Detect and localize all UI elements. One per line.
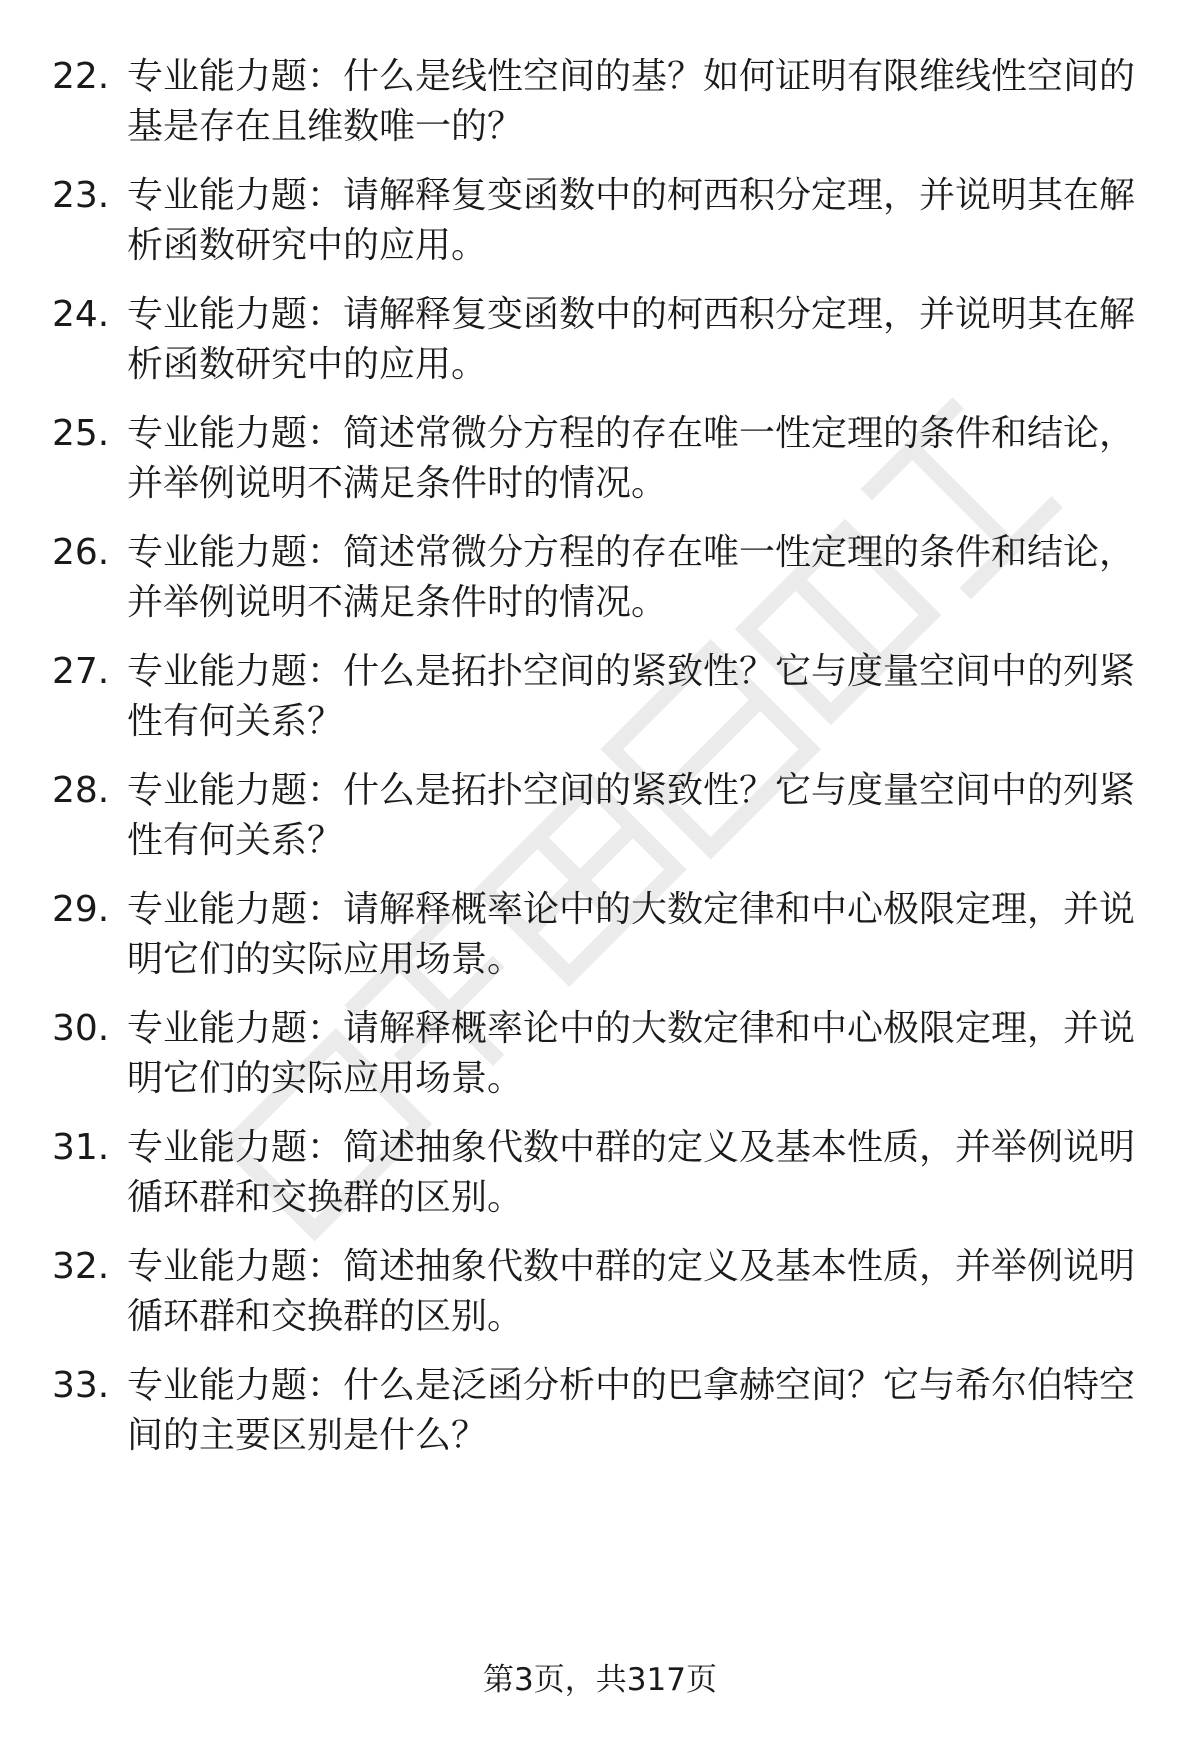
question-number: 25.	[52, 413, 110, 454]
question-text	[127, 1004, 1136, 1104]
question-text	[127, 1361, 1136, 1461]
question-text	[127, 1123, 1136, 1223]
question-text	[127, 885, 1136, 985]
question-text	[127, 766, 1136, 866]
question-text-line: 性有何关系？	[127, 820, 344, 861]
question-text-line: 专业能力题：请解释概率论中的大数定律和中心极限定理，并说	[127, 889, 1136, 930]
question-number: 24.	[52, 294, 110, 335]
question-number: 30.	[52, 1008, 110, 1049]
question-number: 33.	[52, 1365, 110, 1406]
question-text-line: 循环群和交换群的区别。	[127, 1296, 524, 1337]
question-text-line: 专业能力题：简述抽象代数中群的定义及基本性质，并举例说明	[127, 1246, 1136, 1287]
question-text-line: 专业能力题：简述常微分方程的存在唯一性定理的条件和结论，	[127, 413, 1136, 454]
question-text-line: 专业能力题：什么是线性空间的基？如何证明有限维线性空间的	[127, 56, 1136, 97]
question-text-line: 间的主要区别是什么？	[127, 1415, 488, 1456]
question-number: 27.	[52, 651, 110, 692]
page-number-label: 第3页，共317页	[483, 1662, 717, 1698]
question-text-line: 专业能力题：什么是拓扑空间的紧致性？它与度量空间中的列紧	[127, 651, 1136, 692]
question-number: 32.	[52, 1246, 110, 1287]
question-text-line: 并举例说明不满足条件时的情况。	[127, 582, 668, 623]
question-text-line: 专业能力题：请解释复变函数中的柯西积分定理，并说明其在解	[127, 175, 1136, 216]
question-text-line: 专业能力题：简述抽象代数中群的定义及基本性质，并举例说明	[127, 1127, 1136, 1168]
question-number: 26.	[52, 532, 110, 573]
question-text-line: 性有何关系？	[127, 701, 344, 742]
question-text-line: 循环群和交换群的区别。	[127, 1177, 524, 1218]
question-text-line: 专业能力题：请解释复变函数中的柯西积分定理，并说明其在解	[127, 294, 1136, 335]
question-text	[127, 647, 1136, 747]
question-text-line: 专业能力题：什么是泛函分析中的巴拿赫空间？它与希尔伯特空	[127, 1365, 1136, 1406]
question-number: 28.	[52, 770, 110, 811]
question-text	[127, 290, 1136, 390]
question-text-line: 明它们的实际应用场景。	[127, 1058, 524, 1099]
page-footer	[0, 1660, 1200, 1700]
question-text-line: 基是存在且维数唯一的？	[127, 106, 524, 147]
question-text	[127, 528, 1136, 628]
question-text-line: 析函数研究中的应用。	[127, 344, 488, 385]
question-text	[127, 171, 1136, 271]
question-text	[127, 52, 1136, 152]
question-number: 22.	[52, 56, 110, 97]
question-number: 23.	[52, 175, 110, 216]
question-text	[127, 409, 1136, 509]
question-number: 31.	[52, 1127, 110, 1168]
question-text-line: 专业能力题：什么是拓扑空间的紧致性？它与度量空间中的列紧	[127, 770, 1136, 811]
question-number: 29.	[52, 889, 110, 930]
question-text-line: 专业能力题：请解释概率论中的大数定律和中心极限定理，并说	[127, 1008, 1136, 1049]
question-text-line: 专业能力题：简述常微分方程的存在唯一性定理的条件和结论，	[127, 532, 1136, 573]
question-text-line: 明它们的实际应用场景。	[127, 939, 524, 980]
question-text	[127, 1242, 1136, 1342]
question-text-line: 并举例说明不满足条件时的情况。	[127, 463, 668, 504]
question-text-line: 析函数研究中的应用。	[127, 225, 488, 266]
